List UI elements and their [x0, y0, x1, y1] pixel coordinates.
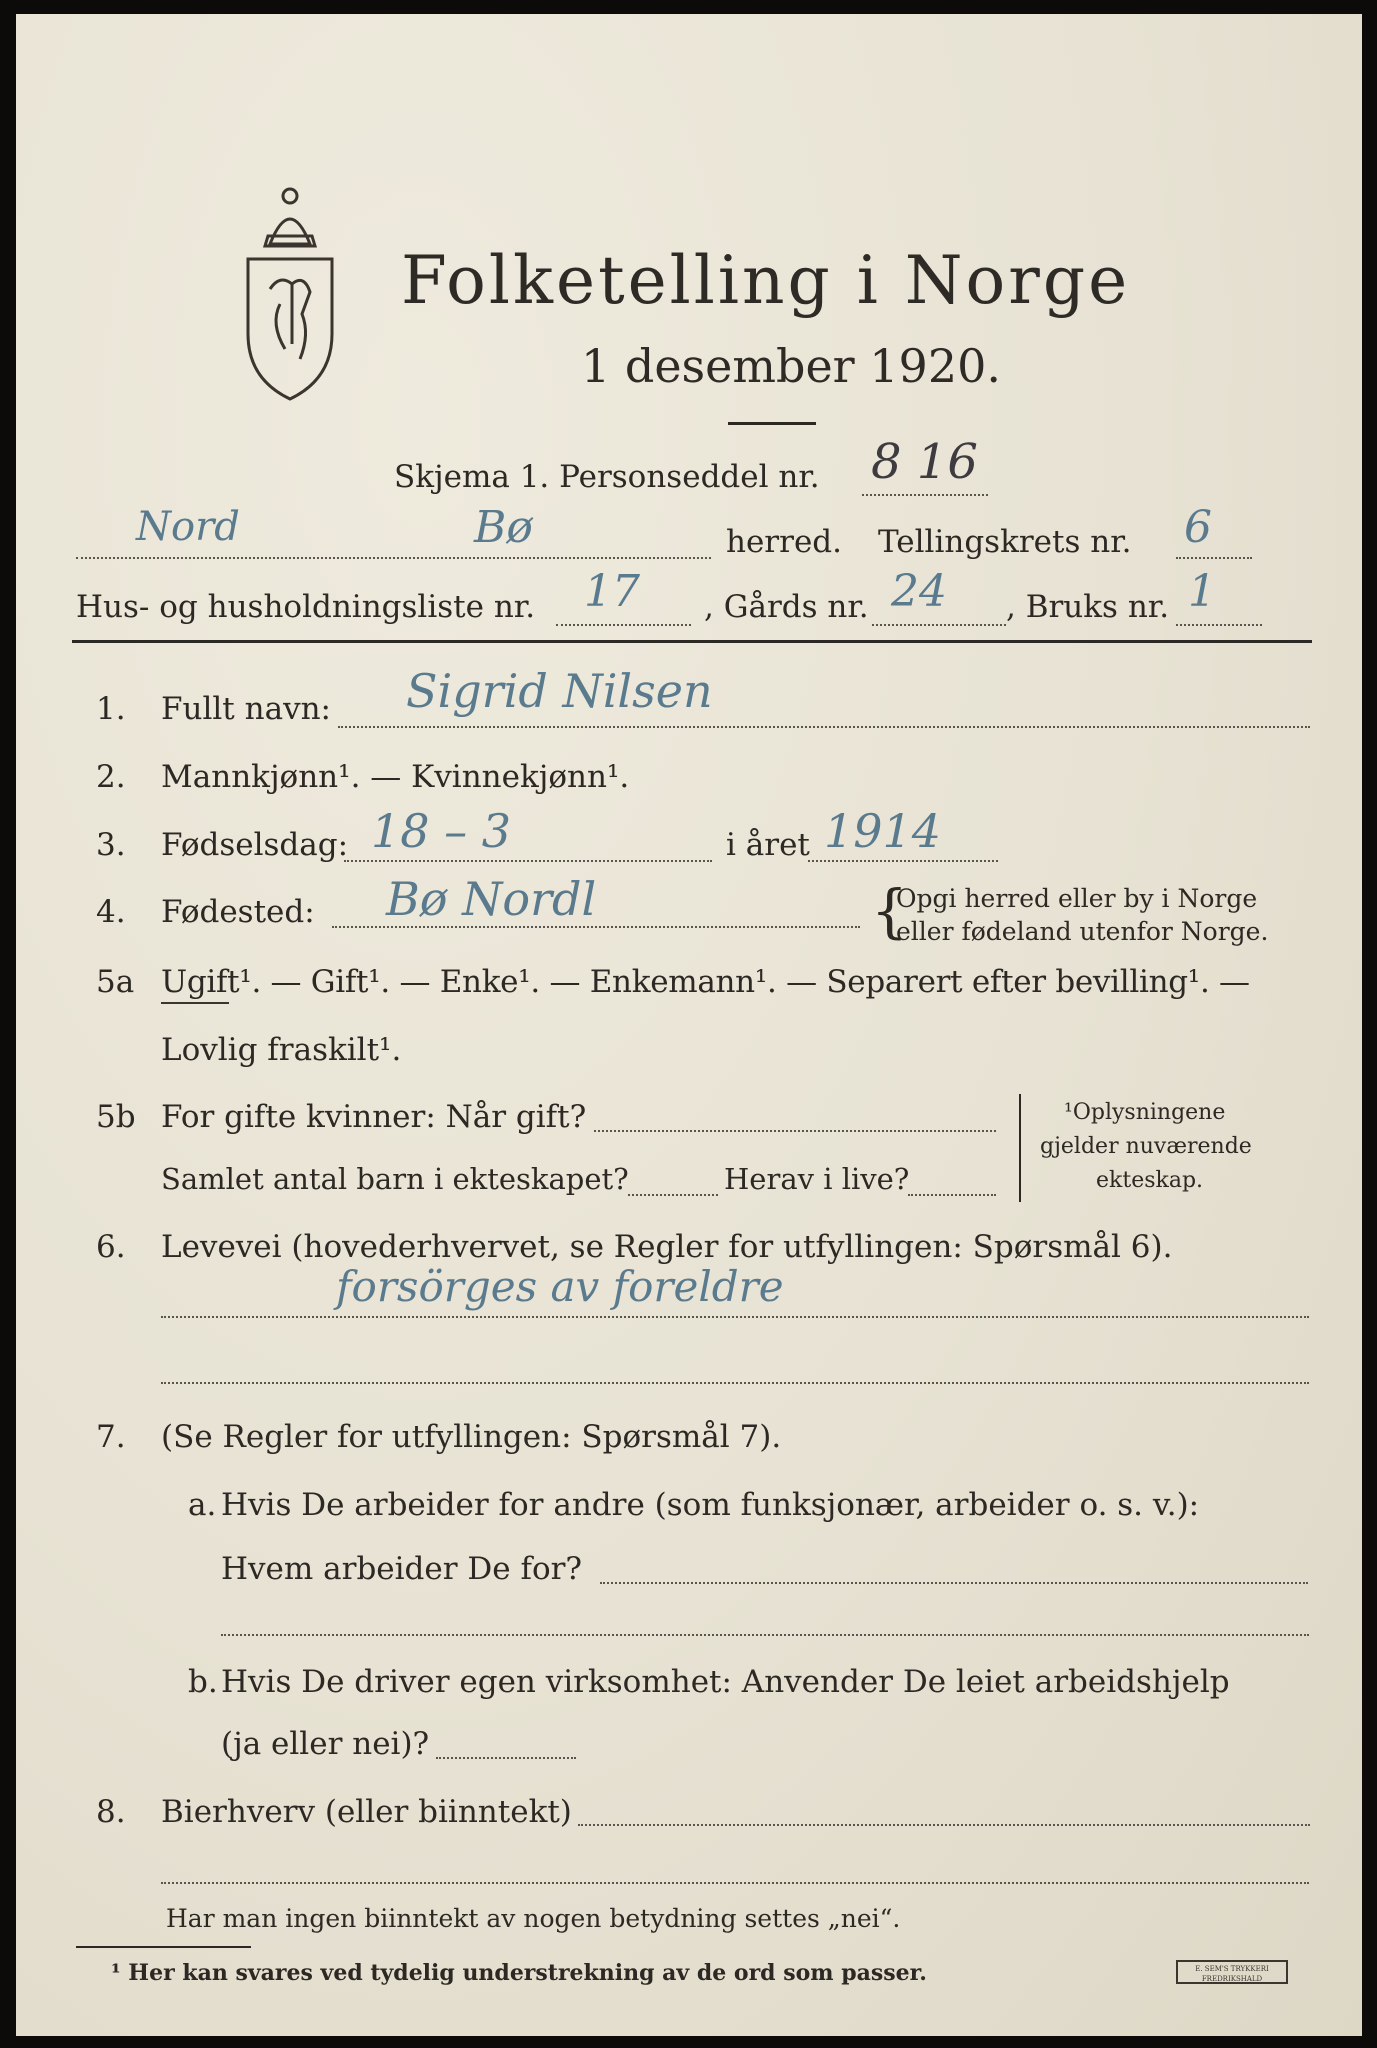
herred-label: herred. — [726, 524, 842, 560]
married-date-line — [594, 1130, 996, 1132]
ugift-underline — [161, 1002, 229, 1004]
gards-label: , Gårds nr. — [704, 589, 869, 625]
household-list-nr: 17 — [584, 566, 640, 617]
q5b-note-line3: ekteskap. — [1096, 1168, 1204, 1193]
birthplace-value: Bø Nordl — [386, 872, 597, 926]
q2-label: Mannkjønn¹. — Kvinnekjønn¹. — [161, 759, 630, 795]
tellingskrets-label: Tellingskrets nr. — [878, 524, 1132, 560]
q5b-note-line1: ¹Oplysningene — [1064, 1100, 1226, 1125]
hired-help-line — [436, 1757, 576, 1759]
household-list-line — [556, 624, 691, 626]
employer-line-2 — [221, 1634, 1309, 1636]
birthplace-line — [332, 926, 860, 928]
footnote-rule — [76, 1946, 251, 1948]
full-name-line — [338, 726, 1310, 728]
schema-label: Skjema 1. Personseddel nr. — [394, 459, 820, 495]
q5b-alive-label: Herav i live? — [724, 1162, 910, 1196]
municipality-prefix: Nord — [136, 504, 240, 550]
q7-label: (Se Regler for utfyllingen: Spørsmål 7). — [161, 1419, 782, 1455]
q4-note-brace: { — [871, 877, 908, 945]
marital-status-options: Ugift¹. — Gift¹. — Enke¹. — Enkemann¹. — Separert efter bevilling¹. — — [161, 964, 1250, 1000]
q3-label: Fødselsdag: — [161, 827, 349, 863]
q5b-note-line2: gjelder nuværende — [1040, 1134, 1252, 1159]
side-income-line-2 — [161, 1882, 1309, 1884]
census-date: 1 desember 1920. — [581, 339, 1001, 393]
side-income-line-1 — [578, 1824, 1310, 1826]
occupation-line-1 — [161, 1316, 1309, 1318]
birthdate-line — [344, 860, 712, 862]
q1-number: 1. — [96, 691, 126, 727]
q7b-letter: b. — [188, 1664, 218, 1700]
q6-label: Levevei (hovederhvervet, se Regler for utfyllingen: Spørsmål 6). — [161, 1229, 1173, 1265]
herred-line — [76, 557, 711, 559]
footnote-text: ¹ Her kan svares ved tydelig understrekning av de ord som passer. — [111, 1960, 927, 1986]
marital-status-divorced: Lovlig fraskilt¹. — [161, 1032, 402, 1068]
printer-stamp: E. SEM'S TRYKKERI FREDRIKSHALD — [1176, 1960, 1288, 1984]
bruks-line — [1176, 624, 1262, 626]
q7a-letter: a. — [188, 1487, 217, 1523]
q8-label: Bierhverv (eller biinntekt) — [161, 1794, 572, 1830]
q4-label: Fødested: — [161, 894, 315, 930]
q5b-note-bracket — [1019, 1094, 1021, 1202]
tellingskrets-nr: 6 — [1184, 502, 1212, 553]
q3-number: 3. — [96, 827, 126, 863]
q5a-number: 5a — [96, 964, 135, 1000]
side-income-note: Har man ingen biinntekt av nogen betydning settes „nei“. — [166, 1904, 901, 1933]
birth-year-label: i året — [726, 827, 810, 863]
q7b-line2: (ja eller nei)? — [221, 1726, 430, 1762]
gards-line — [872, 624, 1006, 626]
q7a-line2: Hvem arbeider De for? — [221, 1551, 583, 1587]
birth-year-value: 1914 — [824, 804, 942, 858]
birth-year-line — [808, 860, 998, 862]
q4-note-line1: Opgi herred eller by i Norge — [896, 884, 1258, 913]
census-form-page — [16, 14, 1362, 2036]
coat-of-arms-icon — [230, 174, 350, 404]
bruks-nr: 1 — [1188, 566, 1216, 617]
q7b-line1: Hvis De driver egen virksomhet: Anvender De leiet arbeidshjelp — [221, 1664, 1230, 1700]
header-separator — [72, 640, 1312, 643]
title-divider — [728, 422, 816, 425]
employer-line-1 — [600, 1582, 1308, 1584]
occupation-line-2 — [161, 1382, 1309, 1384]
occupation-value: forsörges av foreldre — [336, 1262, 784, 1311]
q2-number: 2. — [96, 759, 126, 795]
municipality-name: Bø — [474, 502, 533, 553]
q6-number: 6. — [96, 1229, 126, 1265]
form-title: Folketelling i Norge — [401, 242, 1131, 319]
full-name-value: Sigrid Nilsen — [406, 664, 713, 718]
household-list-label: Hus- og husholdningsliste nr. — [76, 589, 536, 625]
q8-number: 8. — [96, 1794, 126, 1830]
q4-number: 4. — [96, 894, 126, 930]
personseddel-nr: 8 16 — [871, 434, 978, 490]
q5b-children-label: Samlet antal barn i ekteskapet? — [161, 1162, 629, 1196]
q7a-line1: Hvis De arbeider for andre (som funksjonær, arbeider o. s. v.): — [221, 1487, 1200, 1523]
q5b-number: 5b — [96, 1099, 136, 1135]
q5b-married-label: For gifte kvinner: Når gift? — [161, 1099, 587, 1135]
q4-note-line2: eller fødeland utenfor Norge. — [896, 917, 1269, 946]
birthdate-value: 18 – 3 — [371, 804, 512, 858]
bruks-label: , Bruks nr. — [1006, 589, 1170, 625]
gards-nr: 24 — [891, 566, 947, 617]
personseddel-line — [862, 494, 988, 496]
tellingskrets-line — [1176, 557, 1252, 559]
children-alive-line — [908, 1194, 996, 1196]
children-count-line — [628, 1194, 718, 1196]
q1-label: Fullt navn: — [161, 691, 331, 727]
q7-number: 7. — [96, 1419, 126, 1455]
